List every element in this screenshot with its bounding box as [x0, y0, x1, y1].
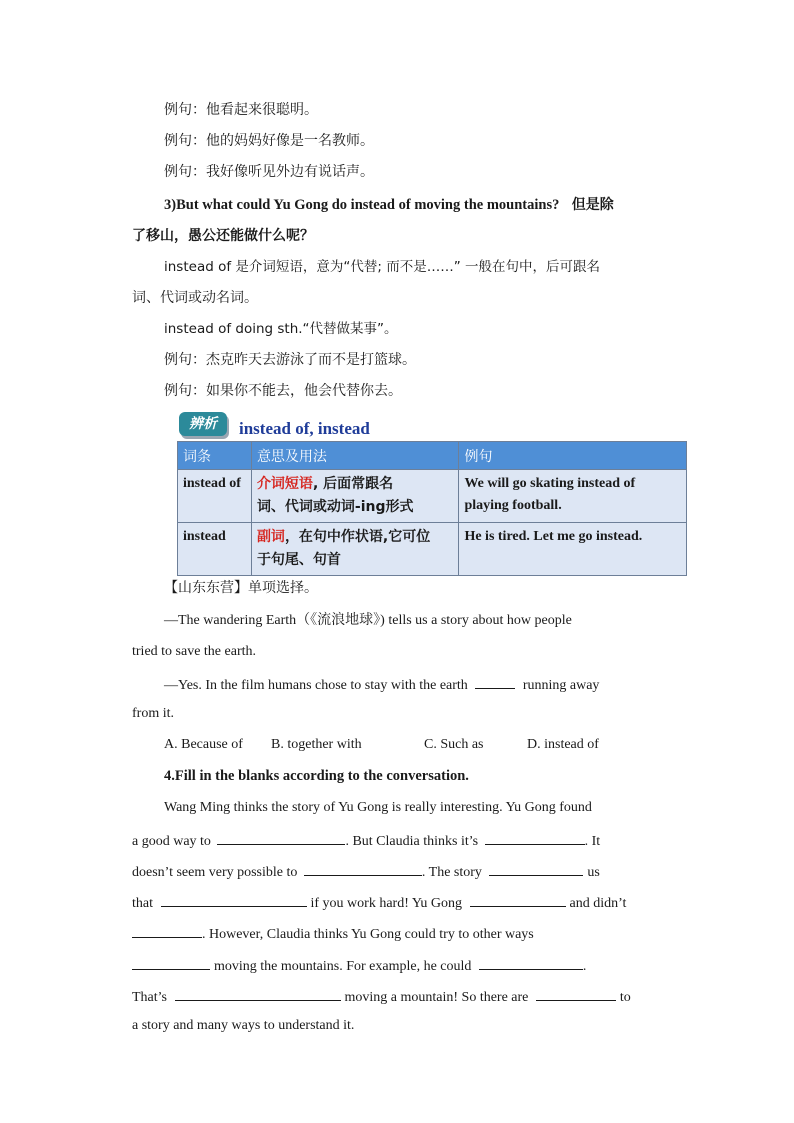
passage-text: moving a mountain! So there are [344, 990, 529, 1005]
example-sentence: 例句：他的妈妈好像是一名教师。 [164, 133, 374, 149]
fill-blank[interactable] [132, 955, 210, 970]
section-4-heading: 4.Fill in the blanks according to the conversation. [164, 768, 469, 784]
column-header: 词条 [178, 442, 252, 470]
passage-line [132, 986, 631, 1007]
passage-text: . But Claudia thinks it’s [345, 834, 479, 849]
section-3-heading-zh: 但是除 [571, 197, 614, 213]
answer-blank[interactable] [475, 674, 515, 689]
compare-title: instead of, instead [239, 419, 370, 438]
example-cell [459, 523, 687, 576]
column-header: 例句 [459, 442, 687, 470]
table-row [178, 523, 687, 576]
example-sentence: 例句：我好像听见外边有说话声。 [164, 164, 374, 180]
section-3-heading [164, 196, 614, 214]
option-d[interactable]: D. instead of [527, 737, 599, 752]
explanation-line: 词、代词或动名词。 [132, 290, 258, 306]
example-sentence: 例句：如果你不能去，他会代替你去。 [164, 383, 402, 399]
usage-red: 副词 [256, 529, 285, 545]
usage-text: , 后面常跟名 [312, 476, 394, 492]
example-sentence: 例句：他看起来很聪明。 [164, 102, 318, 118]
fill-blank[interactable] [304, 861, 422, 876]
fill-blank[interactable] [479, 955, 583, 970]
answer-text: —Yes. In the film humans chose to stay with the earth [164, 678, 468, 693]
example-cell [459, 470, 687, 523]
passage-line: Wang Ming thinks the story of Yu Gong is really interesting. Yu Gong found [164, 800, 592, 815]
passage-line [132, 923, 534, 944]
passage-line [132, 830, 600, 851]
usage-text: 词、代词或动词-ing形式 [256, 499, 414, 515]
passage-text: . However, Claudia thinks Yu Gong could try to other ways [202, 927, 534, 942]
example-text: We will go skating instead of playing football. [464, 476, 636, 513]
passage-text: a good way to [132, 834, 211, 849]
table-row [178, 470, 687, 523]
term-cell [178, 470, 252, 523]
example-text: He is tired. Let me go instead. [464, 529, 643, 544]
usage-text: ，在句中作状语,它可位 [284, 529, 431, 545]
passage-line: a story and many ways to understand it. [132, 1018, 355, 1033]
explanation-line: instead of 是介词短语，意为“代替; 而不是……” 一般在句中，后可跟名 [164, 259, 600, 275]
fill-blank[interactable] [489, 861, 583, 876]
section-3-heading-cont: 了移山，愚公还能做什么呢？ [132, 228, 314, 244]
question-line: —The wandering Earth（《流浪地球》) tells us a story about how people [164, 613, 572, 628]
fill-blank[interactable] [485, 830, 585, 845]
passage-text: if you work hard! Yu Gong [310, 896, 463, 911]
exercise-source: 【山东东营】单项选择。 [164, 580, 318, 596]
answer-line [164, 674, 599, 695]
fill-blank[interactable] [132, 923, 202, 938]
fill-blank[interactable] [217, 830, 345, 845]
explanation-line: instead of doing sth.“代替做某事”。 [164, 321, 398, 337]
option-b[interactable]: B. together with [271, 737, 362, 752]
compare-table [177, 441, 687, 576]
answer-text: running away [522, 678, 600, 693]
fill-blank[interactable] [470, 892, 566, 907]
passage-line [132, 861, 600, 882]
passage-text: . It [584, 834, 601, 849]
compare-badge-label: 辨析 [189, 416, 217, 432]
term-cell [178, 523, 252, 576]
usage-red: 介词短语 [256, 476, 313, 492]
table-header-row [178, 442, 687, 470]
passage-text: to [619, 990, 631, 1005]
passage-text: us [587, 865, 600, 880]
term-text: instead of [183, 476, 241, 491]
example-sentence: 例句：杰克昨天去游泳了而不是打篮球。 [164, 352, 416, 368]
fill-blank[interactable] [161, 892, 307, 907]
usage-cell [251, 523, 459, 576]
option-a[interactable]: A. Because of [164, 737, 243, 752]
passage-text: . [582, 959, 587, 974]
passage-text: doesn’t seem very possible to [132, 865, 298, 880]
passage-text: and didn’t [569, 896, 627, 911]
fill-blank[interactable] [536, 986, 616, 1001]
section-3-heading-en: 3)But what could Yu Gong do instead of moving the mountains? [164, 197, 560, 213]
fill-blank[interactable] [175, 986, 341, 1001]
column-header: 意思及用法 [251, 442, 459, 470]
passage-text: . The story [421, 865, 482, 880]
term-text: instead [183, 529, 226, 544]
passage-text: that [132, 896, 153, 911]
compare-badge [179, 412, 227, 438]
question-line: tried to save the earth. [132, 644, 257, 659]
option-c[interactable]: C. Such as [424, 737, 484, 752]
passage-text: That’s [132, 990, 167, 1005]
passage-line [132, 892, 626, 913]
passage-line [132, 955, 586, 976]
usage-cell [251, 470, 459, 523]
usage-text: 于句尾、句首 [256, 552, 341, 568]
passage-text: moving the mountains. For example, he could [214, 959, 472, 974]
answer-line: from it. [132, 706, 174, 721]
